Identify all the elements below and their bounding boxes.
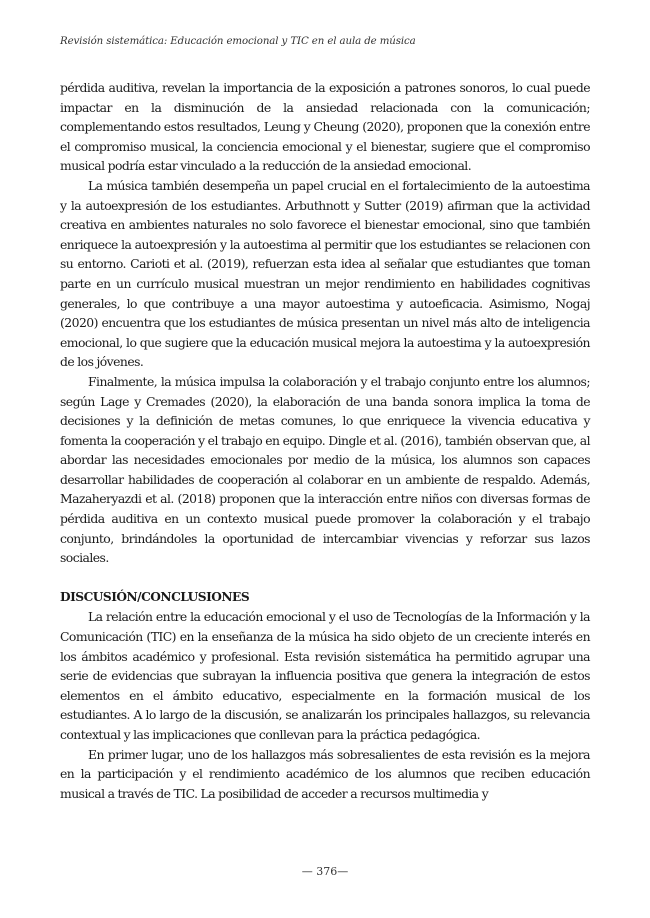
running-header: Revisión sistemática: Educación emocional y TIC en el aula de música — [60, 36, 416, 47]
paragraph-autoestima: La música también desempeña un papel crucial en el fortalecimiento de la autoestima y la autoexpresión de los estudiantes. Arbuthnott y Sutter (2019) afirman que la actividad creativa en ambientes naturales no solo favorece el bienestar emocional, sino que también enriquece la autoexpresión y la autoestima al permitir que los estudiantes se relacionen con su entorno. Carioti et al. (2019), refuerzan esta idea al señalar que estudiantes que toman parte en un currículo musical muestran un mejor rendimiento en habilidades cognitivas generales, lo que contribuye a una mayor autoestima y autoeficacia. Asimismo, Nogaj (2020) encuentra que los estudiantes de música presentan un nivel más alto de inteligencia emocional, lo que sugiere que la educación musical mejora la autoestima y la autoexpresión de los jóvenes. — [60, 177, 590, 370]
paragraph-colaboracion: Finalmente, la música impulsa la colaboración y el trabajo conjunto entre los alumnos; según Lage y Cremades (2020), la elaboración de una banda sonora implica la toma de decisiones y la definición de metas comunes, lo que enriquece la vivencia educativa y fomenta la cooperación y el trabajo en equipo. Dingle et al. (2016), también observan que, al abordar las necesidades emocionales por medio de la música, los alumnos son capaces desarrollar habilidades de cooperación al colaborar en un ambiente de respaldo. Además, Mazaheryazdi et al. (2018) proponen que la interacción entre niños con diversas formas de pérdida auditiva en un contexto musical puede promover la colaboración y el trabajo conjunto, brindándoles la oportunidad de intercambiar vivencias y reforzar sus lazos sociales. — [60, 373, 590, 566]
paragraph-primer-hallazgo: En primer lugar, uno de los hallazgos más sobresalientes de esta revisión es la mejora en la participación y el rendimiento académico de los alumnos que reciben educación musical a través de TIC. La posibilidad de acceder a recursos multimedia y — [60, 746, 590, 801]
section-heading: DISCUSIÓN/CONCLUSIONES — [60, 589, 250, 604]
body-text — [60, 78, 590, 803]
paragraph-discusion-intro: La relación entre la educación emocional y el uso de Tecnologías de la Información y la Comunicación (TIC) en la enseñanza de la música ha sido objeto de un creciente interés en los ámbitos académico y profesional. Esta revisión sistemática ha permitido agrupar una serie de evidencias que subrayan la influencia positiva que genera la integración de estos elementos en el ámbito educativo, especialmente en la formación musical de los estudiantes. A lo largo de la discusión, se analizarán los principales hallazgos, su relevancia contextual y las implicaciones que conllevan para la práctica pedagógica. — [60, 609, 590, 742]
paragraph-continuation: pérdida auditiva, revelan la importancia de la exposición a patrones sonoros, lo cual puede impactar en la disminución de la ansiedad relacionada con la comunicación; complementando estos resultados, Leung y Cheung (2020), proponen que la conexión entre el compromiso musical, la conciencia emocional y el bienestar, sugiere que el compromiso musical podría estar vinculado a la reducción de la ansiedad emocional. — [60, 80, 590, 174]
page-number: — 376— — [301, 865, 349, 878]
